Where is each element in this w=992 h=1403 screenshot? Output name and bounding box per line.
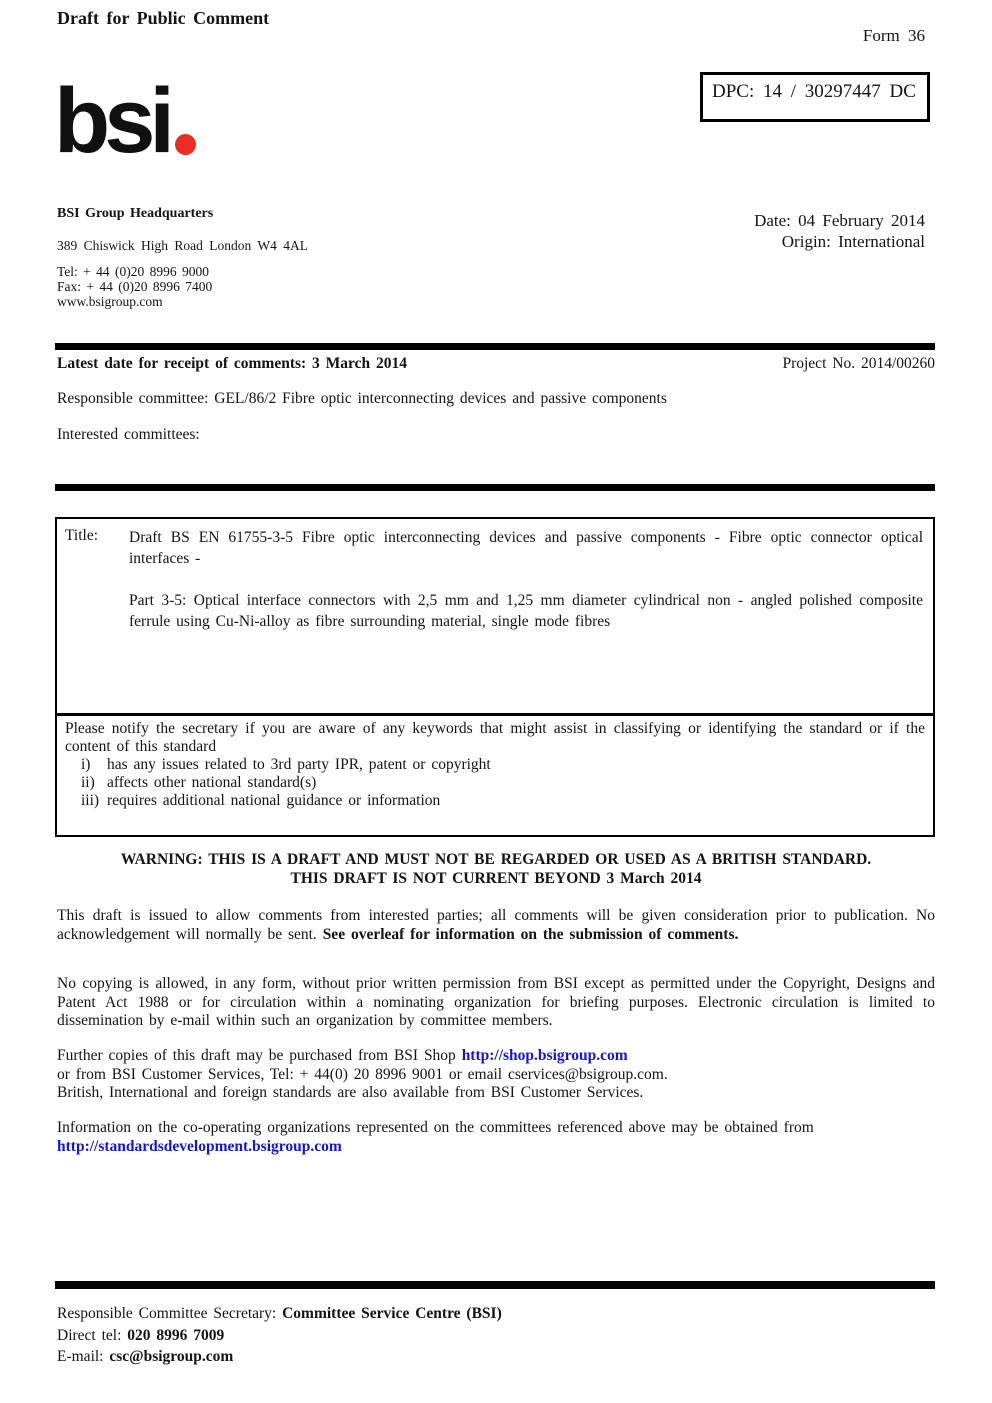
project-number: Project No. 2014/00260 [782, 355, 935, 372]
warning-line-1: WARNING: THIS IS A DRAFT AND MUST NOT BE REGARDED OR USED AS A BRITISH STANDARD. [120, 851, 872, 868]
purchase-line-1-text: Further copies of this draft may be purchased from BSI Shop [57, 1047, 462, 1064]
footer-email-line [57, 1346, 935, 1368]
footer-tel-line [57, 1325, 935, 1347]
purchase-line-3: British, International and foreign standards are also available from BSI Customer Services. [57, 1084, 644, 1101]
form-number: Form 36 [862, 26, 925, 45]
purchase-line-1 [57, 1047, 935, 1066]
hq-name: BSI Group Headquarters [57, 206, 214, 221]
title-label: Title: [65, 527, 99, 544]
warning-line-2: THIS DRAFT IS NOT CURRENT BEYOND 3 March 2014 [290, 870, 702, 887]
paragraph-comments-policy-bold: See overleaf for information on the submission of comments. [322, 925, 739, 943]
dpc-reference-box [700, 72, 930, 122]
divider-bar-top [55, 343, 935, 350]
hq-tel: Tel: + 44 (0)20 8996 9000 [57, 264, 210, 279]
notify-item-iii-text: requires additional national guidance or information [107, 792, 441, 809]
hq-website: www.bsigroup.com [57, 294, 163, 309]
footer-secretary-line [57, 1303, 935, 1325]
hq-fax: Fax: + 44 (0)20 8996 7400 [57, 279, 213, 294]
comments-deadline-row [57, 355, 935, 373]
footer-contact-block [57, 1303, 935, 1368]
hq-contact-block [57, 264, 212, 309]
notify-item-i-text: has any issues related to 3rd party IPR, patent or copyright [107, 756, 491, 773]
bsi-logo [54, 70, 196, 172]
footer-secretary-value: Committee Service Centre (BSI) [282, 1305, 502, 1322]
footer-tel-label: Direct tel: [57, 1326, 128, 1344]
notify-item-ii [65, 774, 925, 792]
notify-item-iii [65, 792, 925, 810]
paragraph-purchase-info [57, 1047, 935, 1103]
paragraph-comments-policy [57, 907, 935, 944]
divider-bar-bottom [55, 1281, 935, 1289]
notify-item-i-marker: i) [81, 756, 91, 773]
footer-email-label: E-mail: [57, 1348, 110, 1365]
standards-development-link[interactable]: http://standardsdevelopment.bsigroup.com [57, 1137, 342, 1155]
page-title: Draft for Public Comment [57, 8, 270, 28]
origin-line: Origin: International [781, 232, 925, 251]
interested-committees: Interested committees: [57, 426, 200, 443]
footer-tel-value: 020 8996 7009 [127, 1326, 225, 1344]
dpc-reference: DPC: 14 / 30297447 DC [712, 81, 916, 102]
notify-item-i [65, 756, 925, 774]
notify-item-ii-marker: ii) [81, 774, 95, 791]
purchase-line-2: or from BSI Customer Services, Tel: + 44(0) 20 8996 9001 or email cservices@bsigroup.com. [57, 1065, 668, 1083]
title-paragraph-2: Part 3-5: Optical interface connectors with 2,5 mm and 1,25 mm diameter cylindrical non - angled polished composite ferrule using Cu-Ni-alloy as fibre surrounding material, single mode fibres [129, 592, 923, 630]
latest-date-label: Latest date for receipt of comments: 3 March 2014 [57, 355, 408, 372]
paragraph-cooperating-orgs [57, 1119, 935, 1156]
warning-notice [57, 850, 935, 888]
title-content [129, 527, 923, 705]
keywords-notify-box [55, 715, 935, 837]
bsi-shop-link[interactable]: http://shop.bsigroup.com [461, 1047, 628, 1064]
bsi-logo-text: bsi [54, 70, 169, 172]
title-paragraph-1: Draft BS EN 61755-3-5 Fibre optic interconnecting devices and passive components - Fibre optic connector optical interfaces - [129, 529, 923, 567]
date-line: Date: 04 February 2014 [754, 211, 925, 230]
paragraph-copying-policy: No copying is allowed, in any form, without prior written permission from BSI except as permitted under the Copyright, Designs and Patent Act 1988 or for circulation within a nominating organization for briefing purposes. Electronic circulation is limited to dissemination by e-mail within such an organization by committee members. [57, 975, 935, 1029]
footer-email-value: csc@bsigroup.com [109, 1348, 234, 1365]
title-box [55, 517, 935, 715]
notify-item-iii-marker: iii) [81, 792, 100, 809]
bsi-logo-dot-icon [175, 134, 196, 155]
cooperating-orgs-text: Information on the co-operating organizations represented on the committees referenced above may be obtained from [57, 1119, 814, 1136]
responsible-committee: Responsible committee: GEL/86/2 Fibre optic interconnecting devices and passive components [57, 390, 667, 407]
divider-bar-middle [55, 484, 935, 491]
hq-street: 389 Chiswick High Road London W4 4AL [57, 238, 308, 253]
date-origin-block [754, 210, 925, 252]
notify-intro: Please notify the secretary if you are aware of any keywords that might assist in classifying or identifying the standard or if the content of this standard [65, 720, 925, 755]
footer-secretary-label: Responsible Committee Secretary: [57, 1305, 283, 1322]
paragraph-comments-policy-text: This draft is issued to allow comments from interested parties; all comments will be given consideration prior to publication. No acknowledgement will normally be sent. [57, 907, 935, 943]
notify-item-ii-text: affects other national standard(s) [107, 774, 317, 791]
